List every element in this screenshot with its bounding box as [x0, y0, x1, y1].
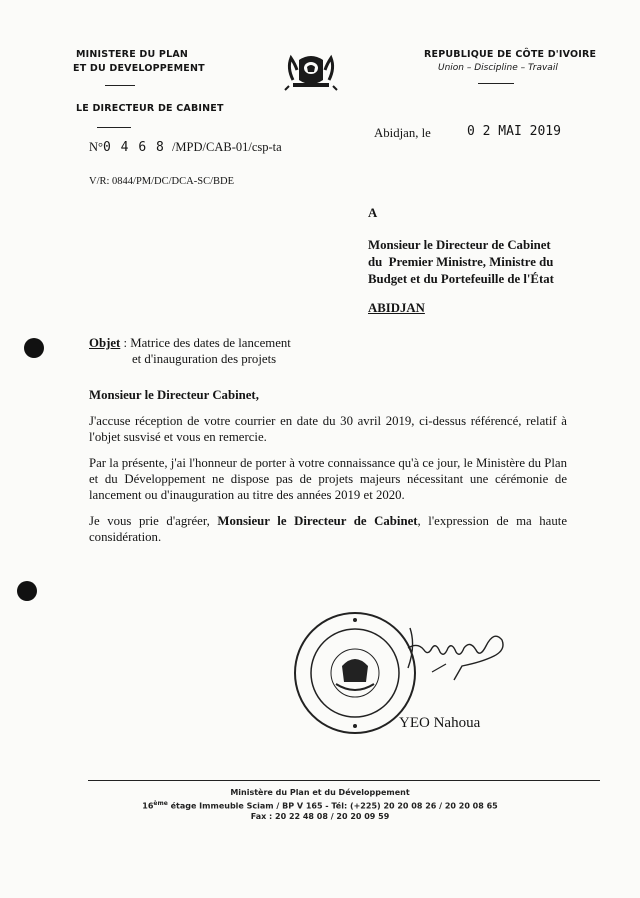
subject-label: Objet [89, 336, 121, 350]
footer-line2 [0, 800, 640, 811]
reference-prefix: N° [89, 140, 104, 154]
punch-hole-top [24, 338, 44, 358]
republic-name: REPUBLIQUE DE CÔTE D'IVOIRE [424, 49, 597, 60]
subject-line1 [89, 336, 291, 351]
footer-line3: Fax : 20 22 48 08 / 20 20 09 59 [250, 812, 390, 821]
paragraph-3-bold: Monsieur le Directeur de Cabinet [217, 514, 418, 528]
ministry-name-line2: ET DU DEVELOPPEMENT [73, 63, 205, 74]
footer-floor-number: 16 [142, 801, 154, 811]
republic-motto: Union – Discipline – Travail [438, 63, 558, 73]
handwritten-signature [402, 622, 512, 682]
subject-line2: et d'inauguration des projets [132, 352, 277, 366]
recipient-a: A [368, 206, 378, 220]
punch-hole-bottom [17, 581, 37, 601]
recipient-line1: Monsieur le Directeur de Cabinet [368, 238, 551, 252]
salutation: Monsieur le Directeur Cabinet, [89, 388, 259, 402]
ministry-name-line1: MINISTERE DU PLAN [76, 49, 189, 60]
paragraph-3-end: , l'expression de ma haute considération. [89, 514, 567, 544]
header-left-rule-1 [105, 85, 135, 86]
coat-of-arms-icon [283, 50, 339, 92]
subject-text: : Matrice des dates de lancement [120, 336, 291, 350]
letter-date: 0 2 MAI 2019 [467, 124, 561, 139]
paragraph-2: Par la présente, j'ai l'honneur de porter à votre connaissance qu'à ce jour, le Ministère du Plan et du Développement ne dispose pas de projets majeurs nécessitant une cérémonie de lancement ou d'inauguration au titre des années 2019 et 2020. [89, 456, 567, 502]
reference-number [89, 140, 282, 155]
header-left-rule-2 [97, 127, 131, 128]
reference-vr: V/R: 0844/PM/DC/DCA-SC/BDE [89, 176, 234, 187]
header-right-rule [478, 83, 514, 84]
director-title: LE DIRECTEUR DE CABINET [76, 103, 224, 114]
reference-handwritten-number: 0 4 6 8 [103, 140, 165, 155]
paragraph-3 [89, 513, 567, 545]
footer-rule [88, 780, 600, 781]
reference-suffix: /MPD/CAB-01/csp-ta [171, 140, 282, 154]
footer-floor-suffix: ème [153, 800, 168, 807]
recipient-city: ABIDJAN [368, 301, 425, 315]
recipient-line2: du Premier Ministre, Ministre du [368, 255, 554, 269]
footer-line1: Ministère du Plan et du Développement [230, 788, 410, 797]
paragraph-3-start: Je vous prie d'agréer, [89, 514, 218, 528]
paragraph-1: J'accuse réception de votre courrier en date du 30 avril 2019, ci-dessus référencé, relatif à l'objet susvisé et vous en remercie. [89, 414, 567, 444]
footer-address: étage Immeuble Sciam / BP V 165 - Tél: (+225) 20 20 08 26 / 20 20 08 65 [167, 801, 498, 811]
signatory-name: YEO Nahoua [399, 715, 481, 731]
recipient-line3: Budget et du Portefeuille de l'État [368, 272, 554, 286]
place-label: Abidjan, le [374, 126, 431, 140]
